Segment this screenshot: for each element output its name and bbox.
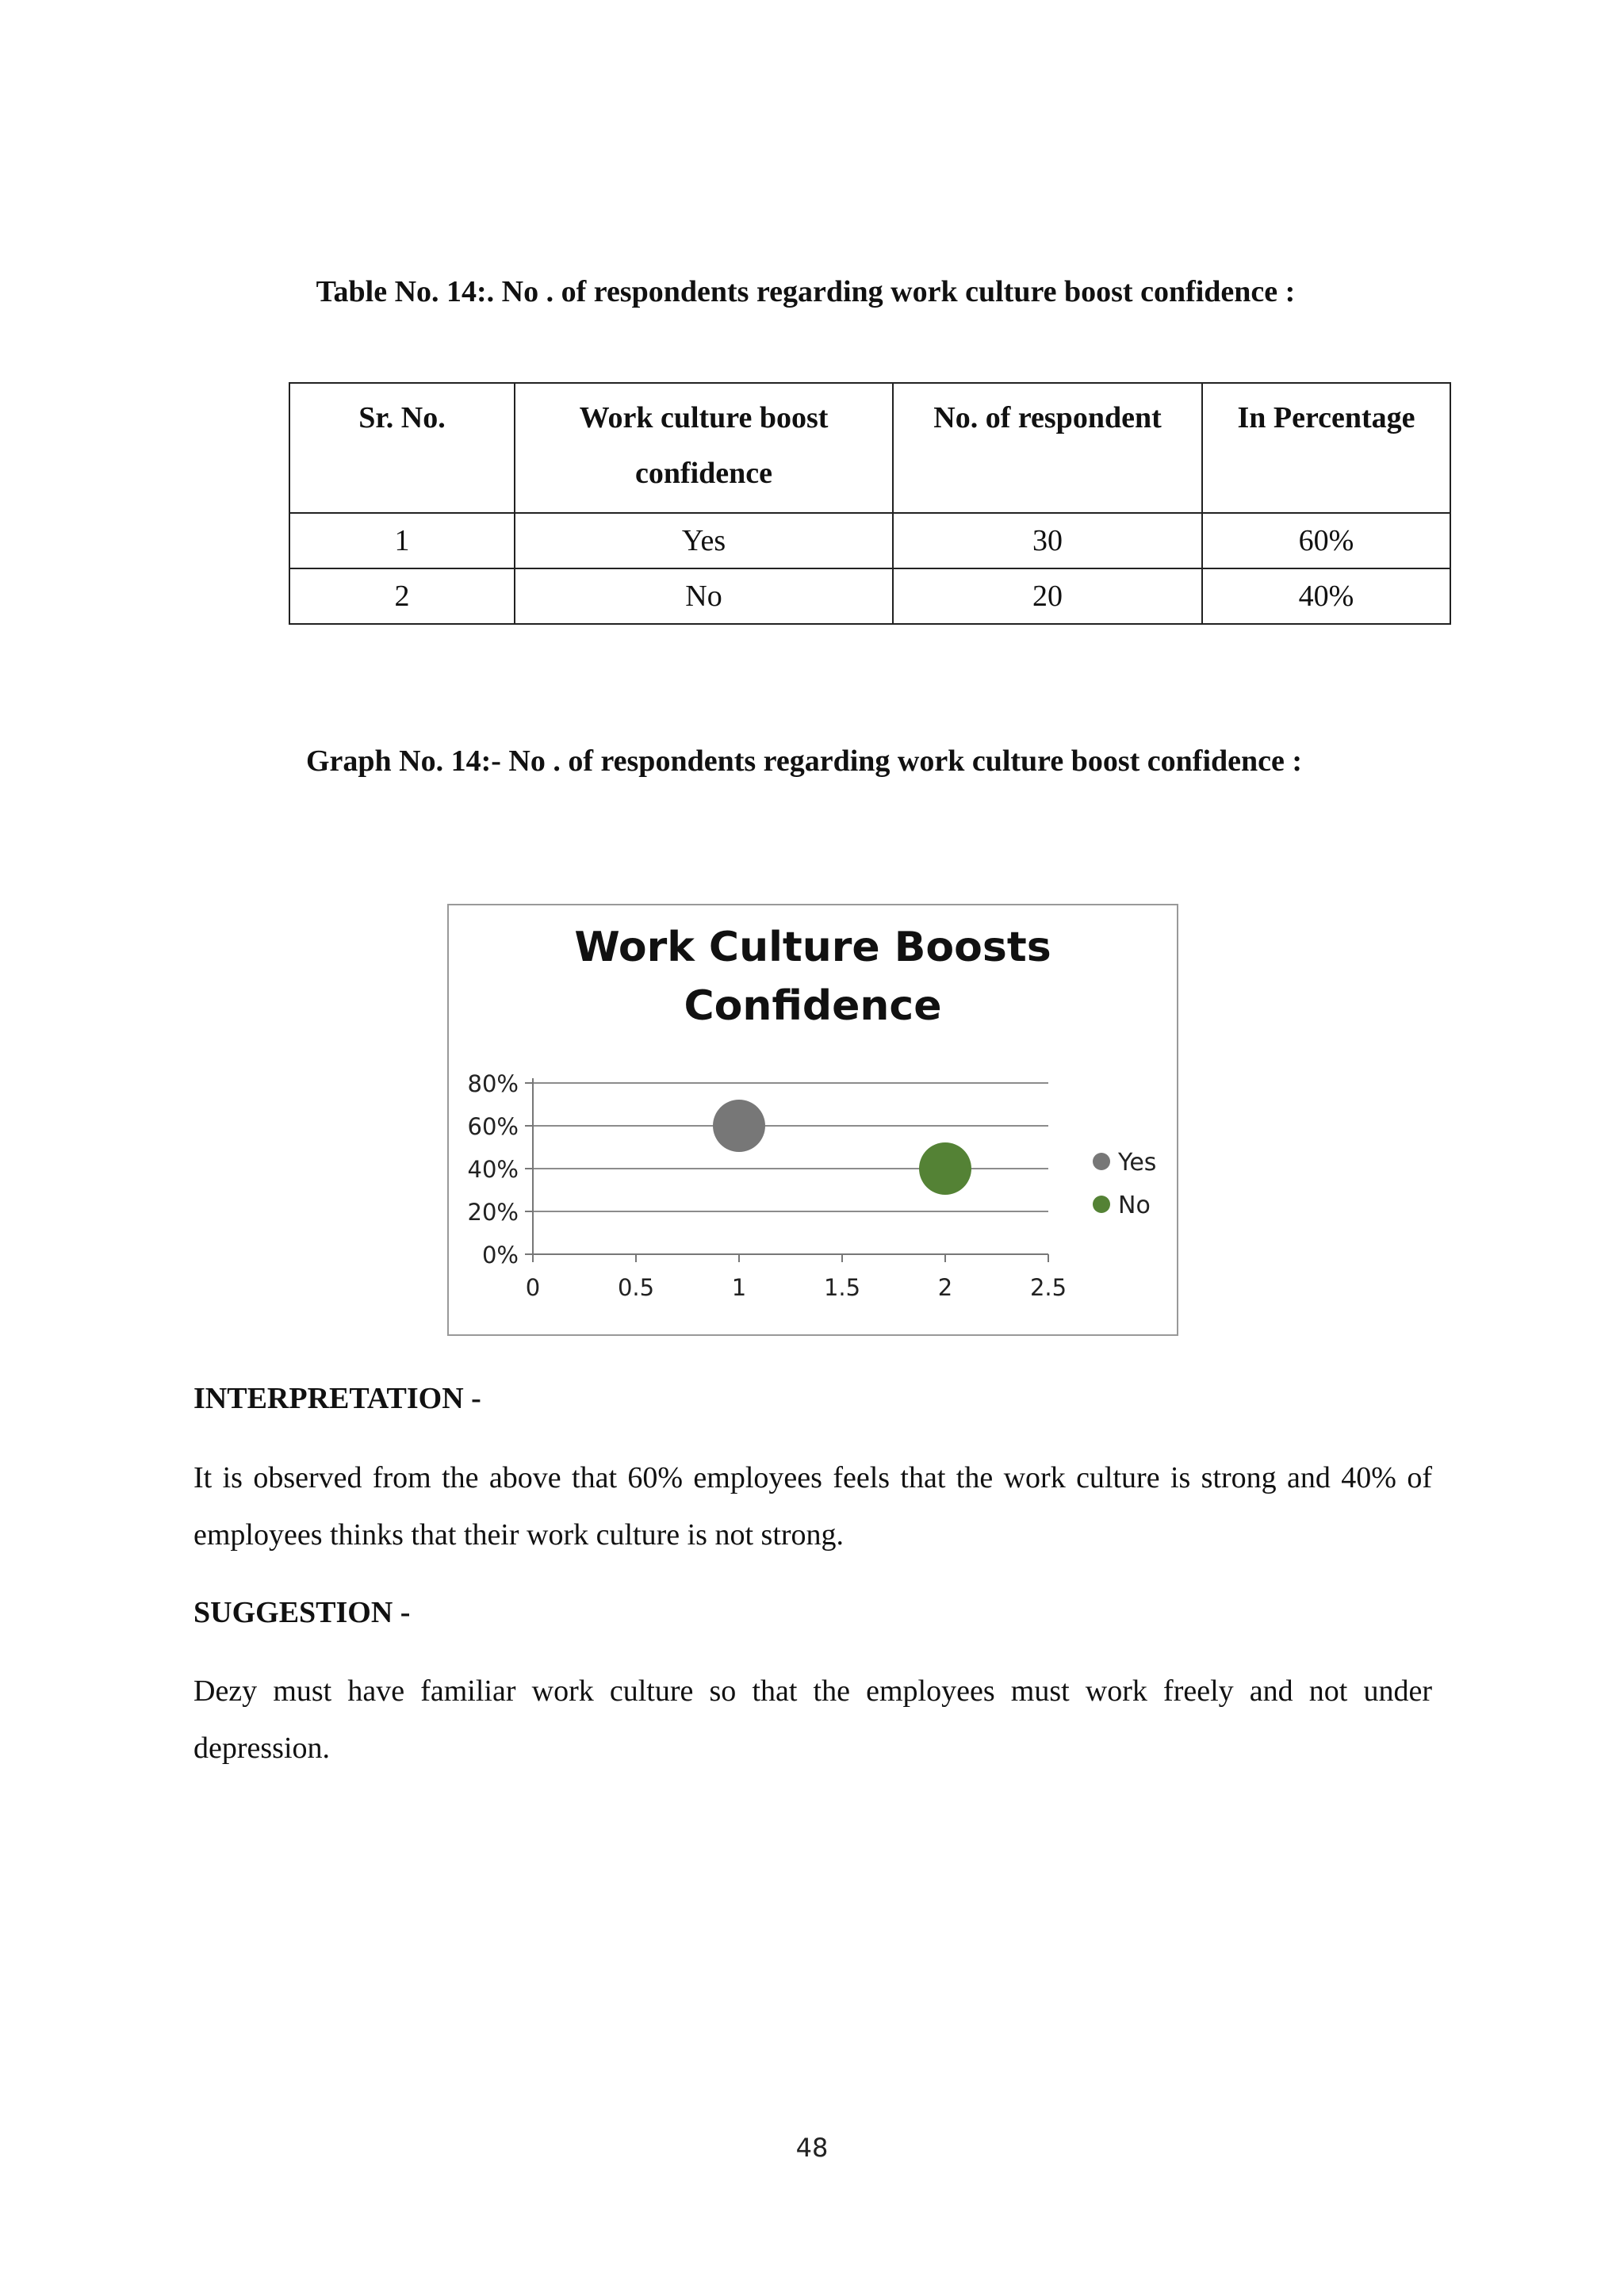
legend-marker [1093,1196,1110,1213]
graph-caption: Graph No. 14:- No . of respondents regarding work culture boost confidence : [305,744,1303,778]
interpretation-text: It is observed from the above that 60% employees feels that the work culture is strong and 40% of employees thinks that their work culture is not strong. [193,1461,1432,1552]
x-tick-label: 2 [937,1274,953,1301]
cell-answer: No [515,568,893,624]
table-header-row [289,383,1450,513]
cell-percentage: 60% [1202,513,1450,568]
table-row [289,513,1450,568]
header-sr-no: Sr. No. [289,383,515,513]
data-point-yes [713,1100,765,1152]
respondents-table [289,382,1451,625]
chart-title: Work Culture Boosts Confidence [574,924,1051,1030]
cell-sr-no: 2 [289,568,515,624]
legend-marker [1093,1153,1110,1170]
y-tick-label: 40% [467,1156,519,1183]
x-tick-label: 2.5 [1029,1274,1067,1301]
cell-respondents: 20 [893,568,1202,624]
cell-sr-no: 1 [289,513,515,568]
legend-label: No [1118,1192,1151,1219]
suggestion-text: Dezy must have familiar work culture so that the employees must work freely and not under depression. [193,1674,1432,1765]
cell-answer: Yes [515,513,893,568]
y-tick-label: 80% [467,1070,519,1097]
table-row [289,568,1450,624]
page-number: 48 [795,2133,829,2163]
interpretation-heading: INTERPRETATION - [193,1382,481,1415]
x-tick-label: 0.5 [617,1274,655,1301]
data-point-no [919,1142,971,1195]
x-tick-label: 1 [731,1274,747,1301]
cell-respondents: 30 [893,513,1202,568]
y-tick-label: 20% [467,1199,519,1226]
header-respondents: No. of respondent [893,383,1202,513]
x-tick-label: 1.5 [823,1274,861,1301]
chart-frame [447,904,1178,1336]
header-percentage: In Percentage [1202,383,1450,513]
x-tick-label: 0 [525,1274,541,1301]
y-tick-label: 0% [481,1242,519,1269]
suggestion-heading: SUGGESTION - [193,1596,411,1629]
y-tick-label: 60% [467,1113,519,1140]
header-work-culture: Work culture boost confidence [515,383,893,513]
cell-percentage: 40% [1202,568,1450,624]
legend-label: Yes [1118,1149,1157,1177]
table-caption: Table No. 14:. No . of respondents regarding work culture boost confidence : [316,275,1296,308]
scatter-chart [449,905,1177,1334]
